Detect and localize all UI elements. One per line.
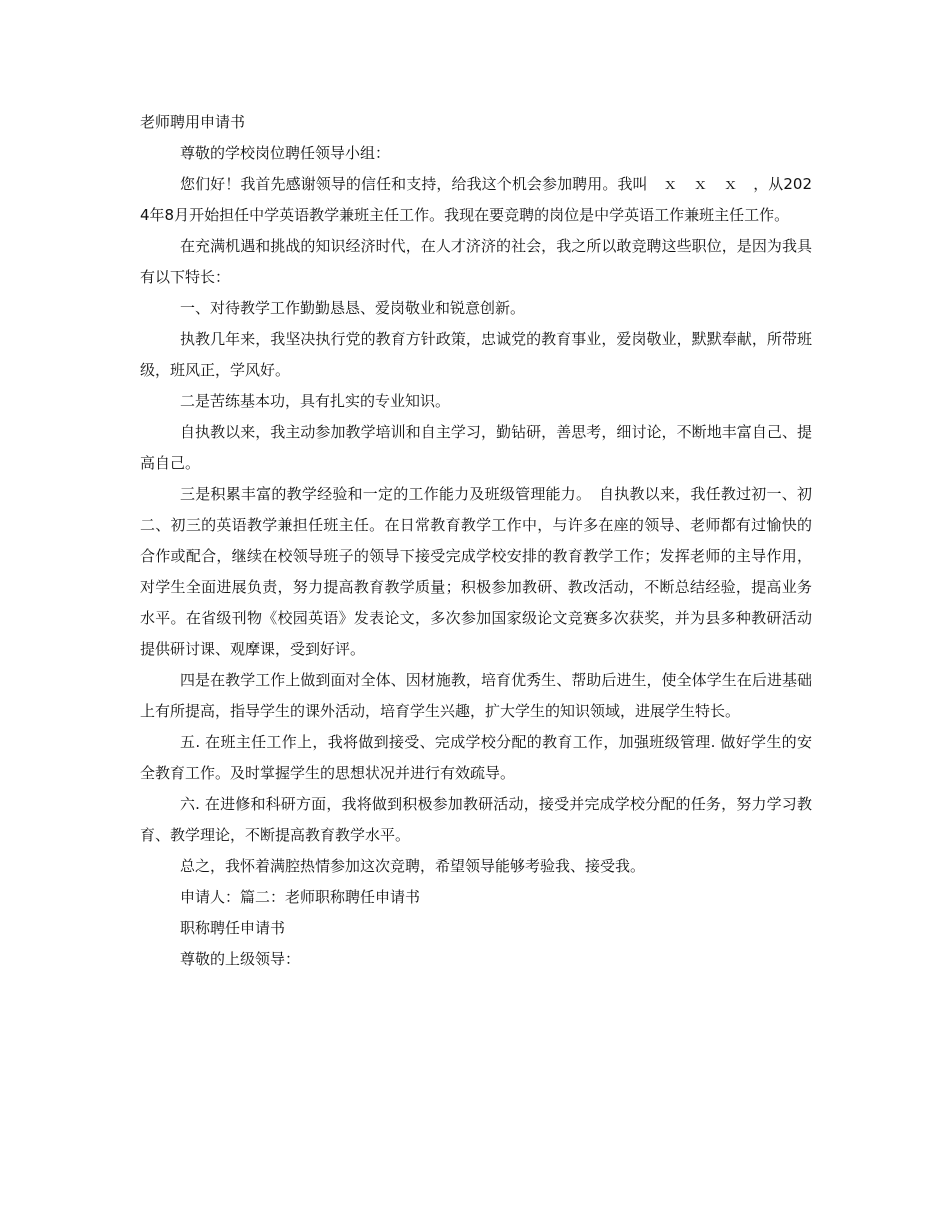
paragraph-point-two-heading: 二是苦练基本功，具有扎实的专业知识。 (180, 392, 451, 410)
document-title: 老师聘用申请书 (140, 113, 246, 131)
paragraph-point-two-body: 自执教以来，我主动参加教学培训和自主学习，勤钻研，善思考，细讨论，不断地丰富自己、提高自己。 (140, 423, 812, 472)
section-two-salutation: 尊敬的上级领导： (180, 950, 301, 968)
applicant-line: 申请人：篇二：老师职称聘任申请书 (180, 888, 421, 906)
paragraph-point-five: 五. 在班主任工作上，我将做到接受、完成学校分配的教育工作，加强班级管理. 做好学生的安全教育工作。及时掌握学生的思想状况并进行有效疏导。 (140, 733, 812, 782)
paragraph-point-six: 六. 在进修和科研方面，我将做到积极参加教研活动，接受并完成学校分配的任务，努力学习教育、教学理论，不断提高教育教学水平。 (140, 795, 812, 844)
document-body (140, 107, 812, 975)
paragraph-point-one-body: 执教几年来，我坚决执行党的教育方针政策，忠诚党的教育事业，爱岗敬业，默默奉献，所带班级，班风正，学风好。 (140, 330, 812, 379)
paragraph-conclusion: 总之，我怀着满腔热情参加这次竞聘，希望领导能够考验我、接受我。 (180, 857, 646, 875)
salutation: 尊敬的学校岗位聘任领导小组： (180, 144, 391, 162)
paragraph-point-one-heading: 一、对待教学工作勤勤恳恳、爱岗敬业和锐意创新。 (180, 299, 526, 317)
paragraph-intro: 在充满机遇和挑战的知识经济时代，在人才济济的社会，我之所以敢竞聘这些职位，是因为我具有以下特长： (140, 237, 812, 286)
paragraph-point-three: 三是积累丰富的教学经验和一定的工作能力及班级管理能力。 自执教以来，我任教过初一、初二、初三的英语教学兼担任班主任。在日常教育教学工作中，与许多在座的领导、老师都有过愉快的合作或配合，继续在校领导班子的领导下接受完成学校安排的教育教学工作；发挥老师的主导作用，对学生全面进展负责，努力提高教育教学质量；积极参加教研、教改活动，不断总结经验，提高业务水平。在省级刊物《校园英语》发表论文，多次参加国家级论文竞赛多次获奖，并为县多种教研活动提供研讨课、观摩课，受到好评。 (140, 485, 812, 658)
paragraph-greeting: 您们好！我首先感谢领导的信任和支持，给我这个机会参加聘用。我叫 ｘ ｘ ｘ ，从2024年8月开始担任中学英语教学兼班主任工作。我现在要竞聘的岗位是中学英语工作兼班主任工作。 (140, 175, 812, 224)
paragraph-point-four: 四是在教学工作上做到面对全体、因材施教，培育优秀生、帮助后进生，使全体学生在后进基础上有所提高，指导学生的课外活动，培育学生兴趣，扩大学生的知识领域，进展学生特长。 (140, 671, 812, 720)
section-two-title: 职称聘任申请书 (180, 919, 286, 937)
